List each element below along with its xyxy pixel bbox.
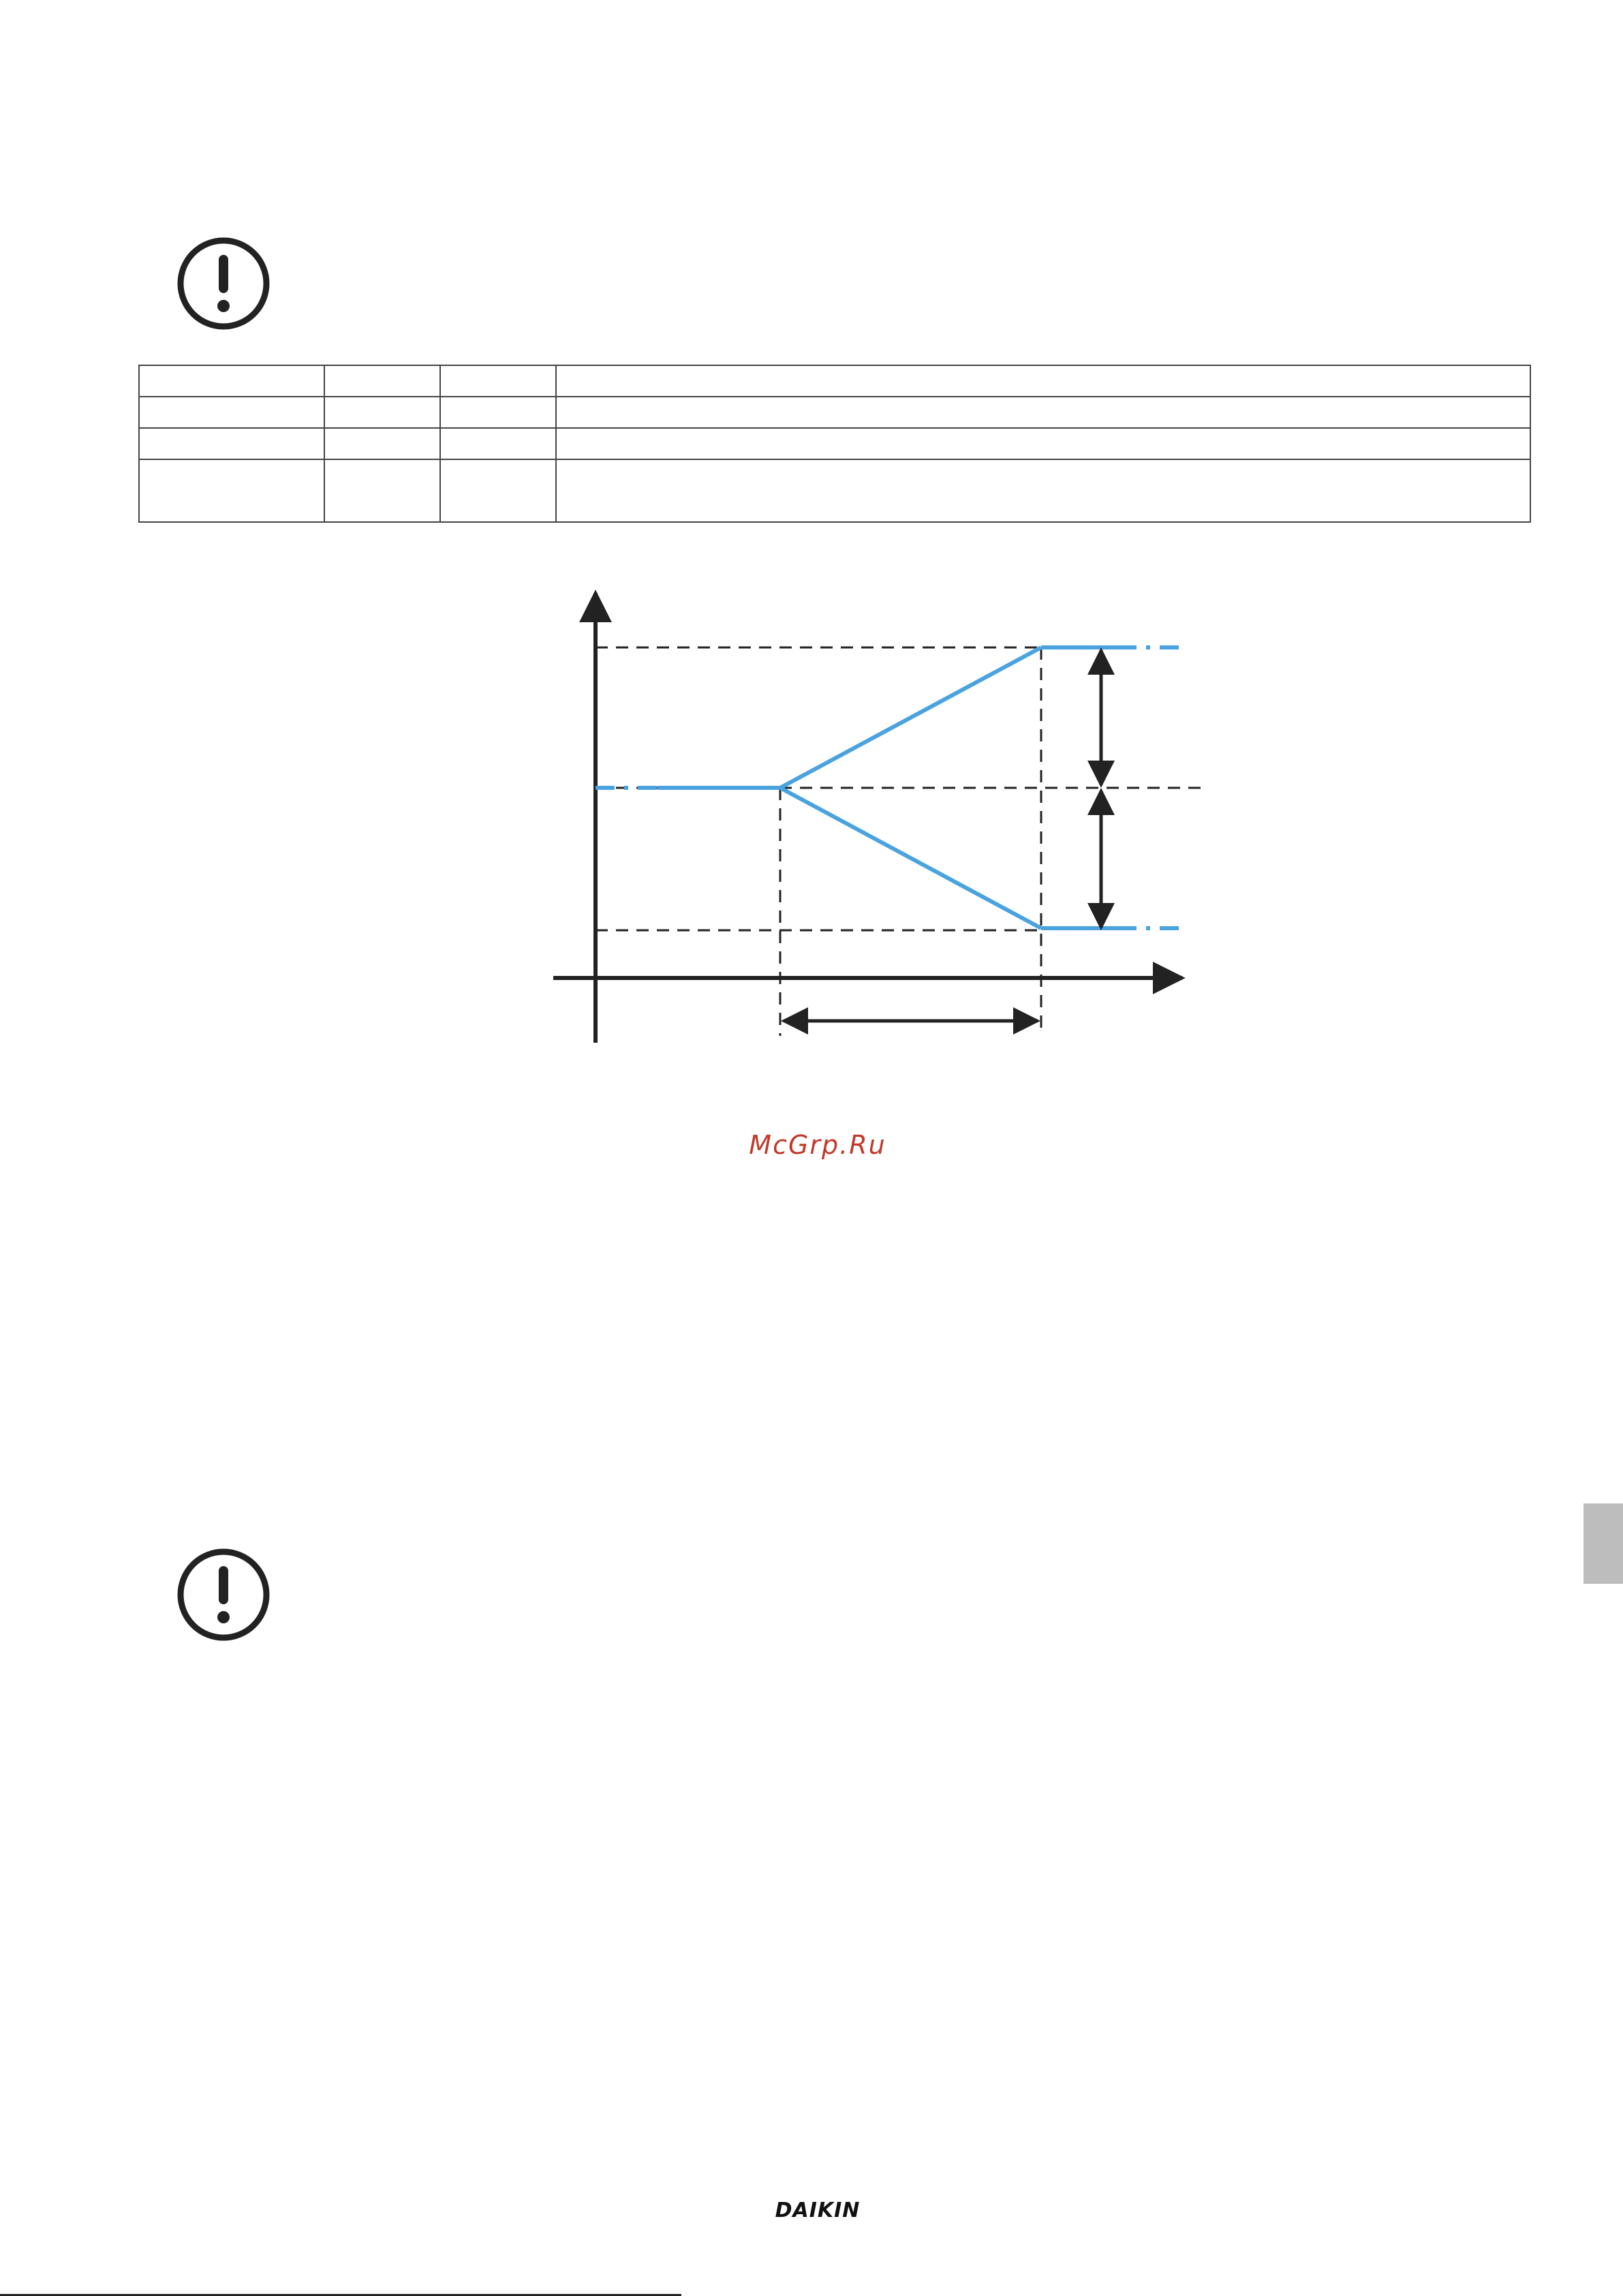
side-tab-marker bbox=[1583, 1503, 1623, 1584]
table-cell bbox=[556, 365, 1530, 397]
table-cell bbox=[139, 397, 324, 428]
lower-ramp-line bbox=[780, 788, 1041, 928]
table-cell bbox=[324, 397, 440, 428]
exclamation-circle-icon bbox=[176, 1547, 271, 1642]
table-row bbox=[139, 428, 1530, 459]
table-cell bbox=[139, 428, 324, 459]
table-cell bbox=[440, 428, 556, 459]
table-cell bbox=[324, 365, 440, 397]
parameter-table bbox=[138, 365, 1531, 523]
exclamation-circle-icon bbox=[176, 236, 271, 331]
watermark-text: McGrp.Ru bbox=[749, 1130, 886, 1160]
ramp-diagram-svg bbox=[538, 579, 1213, 1050]
table-cell bbox=[556, 428, 1530, 459]
table-row bbox=[139, 365, 1530, 397]
upper-ramp-line bbox=[780, 647, 1041, 788]
ramp-diagram bbox=[538, 579, 1213, 1050]
table-cell bbox=[440, 459, 556, 522]
table-cell bbox=[556, 459, 1530, 522]
table-row bbox=[139, 459, 1530, 522]
daikin-logo: DAIKIN bbox=[775, 2199, 861, 2222]
table-cell bbox=[139, 459, 324, 522]
table-cell bbox=[556, 397, 1530, 428]
table-cell bbox=[324, 459, 440, 522]
table-cell bbox=[440, 365, 556, 397]
table-cell bbox=[139, 365, 324, 397]
table-cell bbox=[440, 397, 556, 428]
table-row bbox=[139, 397, 1530, 428]
table-cell bbox=[324, 428, 440, 459]
